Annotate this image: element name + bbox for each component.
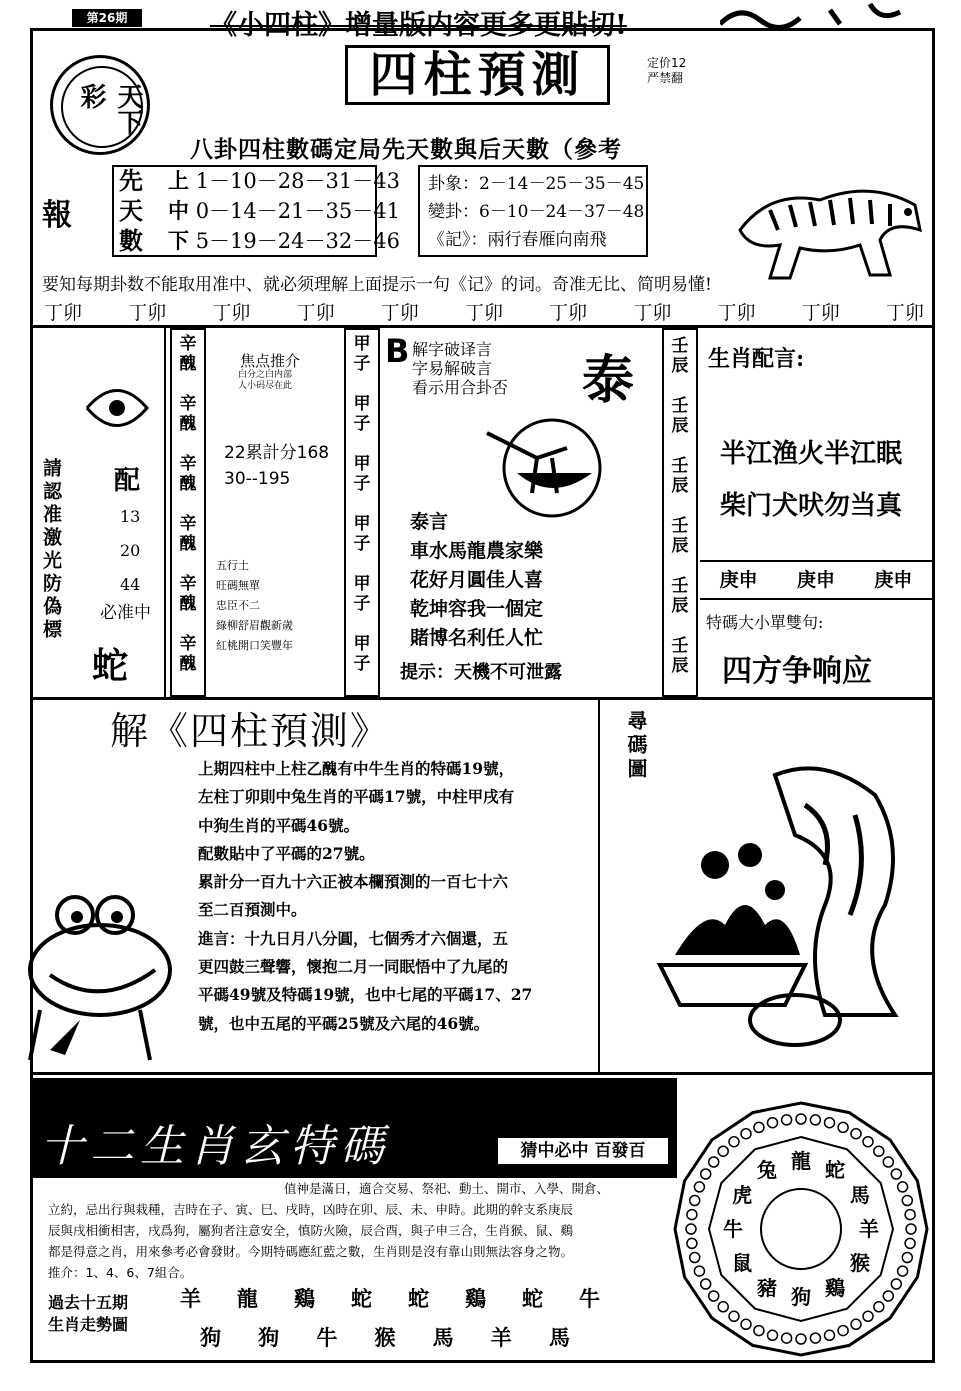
gengshen-cell: 庚申 xyxy=(796,569,835,591)
wheel-dot xyxy=(768,1118,778,1128)
side-char: 報 xyxy=(42,198,72,233)
subtitle: 八卦四柱數碼定局先天數與后天數（參考 xyxy=(190,136,622,163)
focus-scores xyxy=(224,440,329,492)
focus-title: 焦点推介 xyxy=(240,352,301,370)
wheel-dot xyxy=(687,1238,697,1248)
row-value: 1－10－28－31－43 xyxy=(195,169,400,193)
renchen-cell: 壬辰 xyxy=(671,336,689,376)
wheel-dot xyxy=(687,1210,697,1220)
wheel-dot xyxy=(754,1122,764,1132)
jie-line: 至二百預測中。 xyxy=(198,900,307,920)
bizhun-text: 必准中 xyxy=(100,603,151,623)
jie-line: 累計分一百九十六正被本欄預測的一百七十六 xyxy=(198,872,509,892)
wheel-dot xyxy=(851,1319,861,1329)
jie-line: 左柱丁卯則中兔生肖的平碼17號，中柱甲戌有 xyxy=(198,787,515,807)
seal-stamp xyxy=(50,55,150,155)
dingmao-cell: 丁卯 xyxy=(128,302,167,324)
focus-item: 紅桃開口笑豐年 xyxy=(216,639,293,652)
trend-row-1 xyxy=(180,1283,600,1313)
bottom-line: 都是得意之肖，用來參考必會發財。今期特碼應紅藍之數，生肖則是沒有靠山則無法容身之物。 xyxy=(48,1244,574,1259)
dingmao-cell: 丁卯 xyxy=(885,302,924,324)
xinchou-cell: 辛醜 xyxy=(179,394,197,434)
zodiac-label: 蛇 xyxy=(825,1158,845,1183)
wheel-dot xyxy=(754,1326,764,1336)
label-char: 先 xyxy=(119,166,143,195)
bottom-line: 辰與戌相衝相害，戌爲狗，屬狗者注意安全，慎防火險，辰合酉，與子申三合，生肖猴、鼠、鷄 xyxy=(48,1223,574,1238)
zodiac-label: 豬 xyxy=(757,1275,777,1300)
jiazi-list xyxy=(346,330,378,694)
verse-block xyxy=(410,508,543,653)
gengshen-row xyxy=(700,560,932,600)
xunma-label: 尋碼圖 xyxy=(624,710,648,782)
wheel-dot xyxy=(694,1182,704,1192)
jiazi-cell: 甲子 xyxy=(353,454,371,494)
bottom-text xyxy=(48,1178,678,1283)
wheel-dot xyxy=(782,1115,792,1125)
header-banner: 《小四柱》增量版内容更多更貼切! xyxy=(210,10,627,41)
wheel-dot xyxy=(851,1129,861,1139)
bottom-banner: 十二生肖玄特碼 xyxy=(40,1121,390,1172)
focus-item: 綠柳舒眉觀新歲 xyxy=(216,619,293,632)
zodiac-label: 羊 xyxy=(859,1217,879,1241)
dingmao-cell: 丁卯 xyxy=(633,302,672,324)
gua-line: 卦象：2－14－25－35－45 xyxy=(428,174,645,194)
renchen-cell: 壬辰 xyxy=(671,636,689,676)
trend-cell: 蛇 xyxy=(408,1287,429,1311)
wheel-dot xyxy=(905,1210,915,1220)
jie-divider xyxy=(598,700,600,1075)
trend-cell: 羊 xyxy=(180,1287,201,1311)
verse-line: 花好月圓佳人喜 xyxy=(410,569,544,591)
label-char: 天 xyxy=(119,196,143,225)
wheel-dot xyxy=(891,1279,901,1289)
gengshen-cell: 庚申 xyxy=(874,569,913,591)
wheel-dot xyxy=(863,1311,873,1321)
zodiac-label: 虎 xyxy=(732,1183,753,1207)
trend-cell: 猴 xyxy=(374,1326,396,1350)
zodiac-label: 馬 xyxy=(849,1183,870,1207)
jie-line: 平碼49號及特碼19號，也中七尾的平碼17、27 xyxy=(198,985,533,1005)
past-label-line: 生肖走勢圖 xyxy=(48,1315,129,1334)
poem-line: 半江渔火半江眠 xyxy=(720,439,903,469)
dingmao-cell: 丁卯 xyxy=(464,302,503,324)
number-rows xyxy=(168,166,400,256)
wheel-dot xyxy=(718,1302,728,1312)
tiger-illustration xyxy=(730,160,930,285)
zodiac-label: 牛 xyxy=(723,1217,743,1241)
label-char: 數 xyxy=(119,226,143,255)
score-line: 22累計分168 xyxy=(224,443,330,463)
renchen-cell: 壬辰 xyxy=(671,576,689,616)
trend-cell: 牛 xyxy=(316,1326,338,1350)
hint-text: 提示：天機不可泄露 xyxy=(400,662,562,683)
wheel-dot xyxy=(709,1157,719,1167)
verse-line: 乾坤容我一個定 xyxy=(410,598,544,620)
zodiac-label: 鷄 xyxy=(825,1275,845,1300)
biangua-line: 變卦：6－10－24－37－48 xyxy=(428,202,645,222)
row-key: 中 xyxy=(168,198,189,223)
wheel-dot xyxy=(902,1253,912,1263)
col-left xyxy=(32,328,166,697)
zodiac-label: 龍 xyxy=(791,1149,811,1173)
wheel-dot xyxy=(782,1333,792,1343)
decode-line: 看示用合卦否 xyxy=(412,378,509,397)
wheel-dot xyxy=(701,1279,711,1289)
jiazi-cell: 甲子 xyxy=(353,394,371,434)
cartoon-frog-illustration xyxy=(20,860,195,1070)
focus-items xyxy=(216,556,293,656)
wheel-center xyxy=(761,1189,841,1269)
plant-rock-illustration xyxy=(655,755,925,1055)
wheel-dot xyxy=(874,1146,884,1156)
price-line: 定价12 xyxy=(647,56,687,70)
zodiac-poem xyxy=(720,428,902,532)
decode-line: 字易解破言 xyxy=(412,359,493,378)
notice-text: 要知每期卦数不能取用准中、就必须理解上面提示一句《记》的词。奇准无比、简明易懂! xyxy=(42,275,712,295)
trend-cell: 蛇 xyxy=(522,1287,543,1311)
issue-badge: 第26期 xyxy=(72,9,142,27)
jie-line: 上期四柱中上柱乙醜有中牛生肖的特碼19號， xyxy=(198,759,515,778)
dingmao-cell: 丁卯 xyxy=(801,302,840,324)
xinchou-cell: 辛醜 xyxy=(179,454,197,494)
jie-line: 中狗生肖的平碼46號。 xyxy=(198,815,360,835)
laser-label: 請認准激光防偽標 xyxy=(40,458,62,642)
wheel-dot xyxy=(883,1291,893,1301)
wheel-dot xyxy=(863,1137,873,1147)
xinchou-list xyxy=(172,330,204,694)
dingmao-cell: 丁卯 xyxy=(380,302,419,324)
trend-cell: 蛇 xyxy=(351,1287,372,1311)
copyright-line: 严禁翻 xyxy=(647,71,684,85)
dingmao-cell: 丁卯 xyxy=(296,302,335,324)
wheel-dot xyxy=(741,1319,751,1329)
zodiac-label: 狗 xyxy=(791,1285,811,1309)
dingmao-cell: 丁卯 xyxy=(212,302,251,324)
wheel-dot xyxy=(898,1182,908,1192)
wheel-dot xyxy=(768,1330,778,1340)
ink-decoration xyxy=(720,0,940,30)
xinchou-cell: 辛醜 xyxy=(179,514,197,554)
dingmao-cell: 丁卯 xyxy=(44,302,83,324)
wheel-dot xyxy=(690,1196,700,1206)
gua-lines xyxy=(428,170,644,254)
title-box xyxy=(345,45,610,105)
center-col xyxy=(382,328,660,697)
trend-cell: 牛 xyxy=(579,1287,600,1311)
wheel-dot xyxy=(838,1122,848,1132)
pei-number: 13 xyxy=(120,507,141,526)
trend-cell: 鷄 xyxy=(465,1287,486,1311)
wheel-dot xyxy=(883,1157,893,1167)
renchen-cell: 壬辰 xyxy=(671,456,689,496)
jie-line: 進言：十九日月八分圓，七個秀才六個還，五 xyxy=(198,928,509,948)
trend-row-2 xyxy=(200,1322,570,1352)
decode-line: 解字破译言 xyxy=(412,340,493,359)
focus-sub-line: 白分之白内部 xyxy=(238,370,293,380)
past-label xyxy=(48,1292,128,1336)
xinchou-cell: 辛醜 xyxy=(179,634,197,674)
wheel-dot xyxy=(874,1302,884,1312)
jie-line: 號，也中五尾的平碼25號及六尾的46號。 xyxy=(198,1013,490,1033)
price-note xyxy=(647,56,686,86)
wheel-dot xyxy=(741,1129,751,1139)
wheel-dot xyxy=(838,1326,848,1336)
zodiac-label: 猴 xyxy=(849,1251,870,1275)
tema-label: 特碼大小單雙句: xyxy=(706,613,824,632)
verse-line: 車水馬龍農家樂 xyxy=(410,540,544,562)
wheel-dot xyxy=(796,1114,806,1124)
decor-swirl xyxy=(77,368,157,448)
zodiac-label: 兔 xyxy=(757,1158,777,1183)
slogan: 猜中必中 百發百 xyxy=(498,1138,668,1164)
ji-line: 《記》：兩行春雁向南飛 xyxy=(428,230,607,250)
wheel-dot xyxy=(902,1196,912,1206)
deer-emblem xyxy=(477,413,607,523)
col-jiazi xyxy=(344,328,380,697)
zodiac-label: 鼠 xyxy=(732,1251,753,1275)
trend-cell: 狗 xyxy=(258,1326,280,1350)
zodiac-title: 生肖配言: xyxy=(708,346,805,372)
wheel-dot xyxy=(810,1115,820,1125)
wheel-dot xyxy=(825,1330,835,1340)
pei-number: 44 xyxy=(120,575,141,594)
xinchou-cell: 辛醜 xyxy=(179,574,197,614)
zodiac-wheel xyxy=(672,1100,930,1358)
trend-cell: 鷄 xyxy=(294,1287,315,1311)
renchen-list xyxy=(664,330,696,696)
jiazi-cell: 甲子 xyxy=(353,634,371,674)
score-line: 30--195 xyxy=(224,469,291,489)
focus-item: 五行土 xyxy=(216,559,249,572)
bottom-line: 推介：1、4、6、7組合。 xyxy=(48,1265,193,1280)
row-value: 0－14－21－35－41 xyxy=(195,199,400,223)
jie-body xyxy=(198,755,532,1038)
wheel-dot xyxy=(694,1266,704,1276)
verse-title: 泰言 xyxy=(410,511,449,533)
wheel-dot xyxy=(686,1224,696,1234)
wheel-dot xyxy=(905,1238,915,1248)
wheel-outer-ring xyxy=(675,1103,927,1355)
trend-cell: 狗 xyxy=(200,1326,221,1350)
tai-character: 泰 xyxy=(582,350,635,411)
wheel-dot xyxy=(718,1146,728,1156)
trend-cell: 龍 xyxy=(237,1287,258,1311)
poem-line: 柴门犬吠勿当真 xyxy=(720,491,903,521)
seal-text: 天下彩 xyxy=(76,83,143,135)
trend-cell: 羊 xyxy=(490,1326,512,1350)
wheel-dot xyxy=(690,1253,700,1263)
gengshen-cell: 庚申 xyxy=(719,569,758,591)
trend-cell: 馬 xyxy=(548,1326,570,1350)
past-label-line: 過去十五期 xyxy=(48,1293,129,1312)
jie-line: 更四鼓三聲響，懷抱二月一同眠悟中了九尾的 xyxy=(198,957,509,977)
focus-sub-line: 人小码尽在此 xyxy=(238,381,293,391)
wheel-dot xyxy=(898,1266,908,1276)
wheel-dot xyxy=(729,1137,739,1147)
dingmao-row xyxy=(44,298,924,324)
animal-text: 蛇 xyxy=(92,645,129,687)
dingmao-cell: 丁卯 xyxy=(549,302,588,324)
jiazi-cell: 甲子 xyxy=(353,514,371,554)
focus-item: 旺碼無單 xyxy=(216,579,260,592)
dingmao-cell: 丁卯 xyxy=(717,302,756,324)
tema-phrase: 四方争响应 xyxy=(722,654,872,689)
focus-col xyxy=(208,328,342,697)
col-xinchou xyxy=(170,328,206,697)
jiazi-cell: 甲子 xyxy=(353,334,371,374)
page-title: 四柱預測 xyxy=(369,47,586,103)
decode-lines xyxy=(412,340,508,397)
wheel-dot xyxy=(810,1333,820,1343)
row-key: 下 xyxy=(168,228,189,253)
wheel-dot xyxy=(891,1169,901,1179)
xiantian-label xyxy=(119,166,143,256)
jie-title: 解《四柱預測》 xyxy=(110,709,391,753)
row-value: 5－19－24－32－46 xyxy=(195,229,400,253)
bottom-line: 值神是滿日，適合交易、祭祀、動土、開市、入學、開倉、 xyxy=(284,1181,610,1196)
focus-sub xyxy=(238,370,292,392)
jiazi-cell: 甲子 xyxy=(353,574,371,614)
bottom-line: 立約，忌出行與栽種，吉時在子、寅、巳、戌時，凶時在卯、辰、未、申時。此期的幹支系庚辰 xyxy=(48,1202,574,1217)
wheel-dot xyxy=(701,1169,711,1179)
renchen-cell: 壬辰 xyxy=(671,516,689,556)
wheel-dot xyxy=(709,1291,719,1301)
pei-label: 配 xyxy=(114,466,141,496)
right-col xyxy=(700,328,932,697)
focus-item: 忠臣不二 xyxy=(216,599,260,612)
wheel-dot xyxy=(906,1224,916,1234)
col-renchen xyxy=(662,328,698,697)
pei-number: 20 xyxy=(120,541,141,560)
b-letter: B xyxy=(385,332,410,370)
wheel-dot xyxy=(825,1118,835,1128)
jie-line: 配數貼中了平碼的27號。 xyxy=(198,843,375,863)
pei-numbers xyxy=(120,500,140,602)
trend-cell: 馬 xyxy=(432,1326,454,1350)
wheel-dot xyxy=(796,1334,806,1344)
verse-line: 賭博名利任人忙 xyxy=(410,627,544,649)
row-key: 上 xyxy=(168,168,189,193)
xinchou-cell: 辛醜 xyxy=(179,334,197,374)
wheel-dot xyxy=(729,1311,739,1321)
renchen-cell: 壬辰 xyxy=(671,396,689,436)
